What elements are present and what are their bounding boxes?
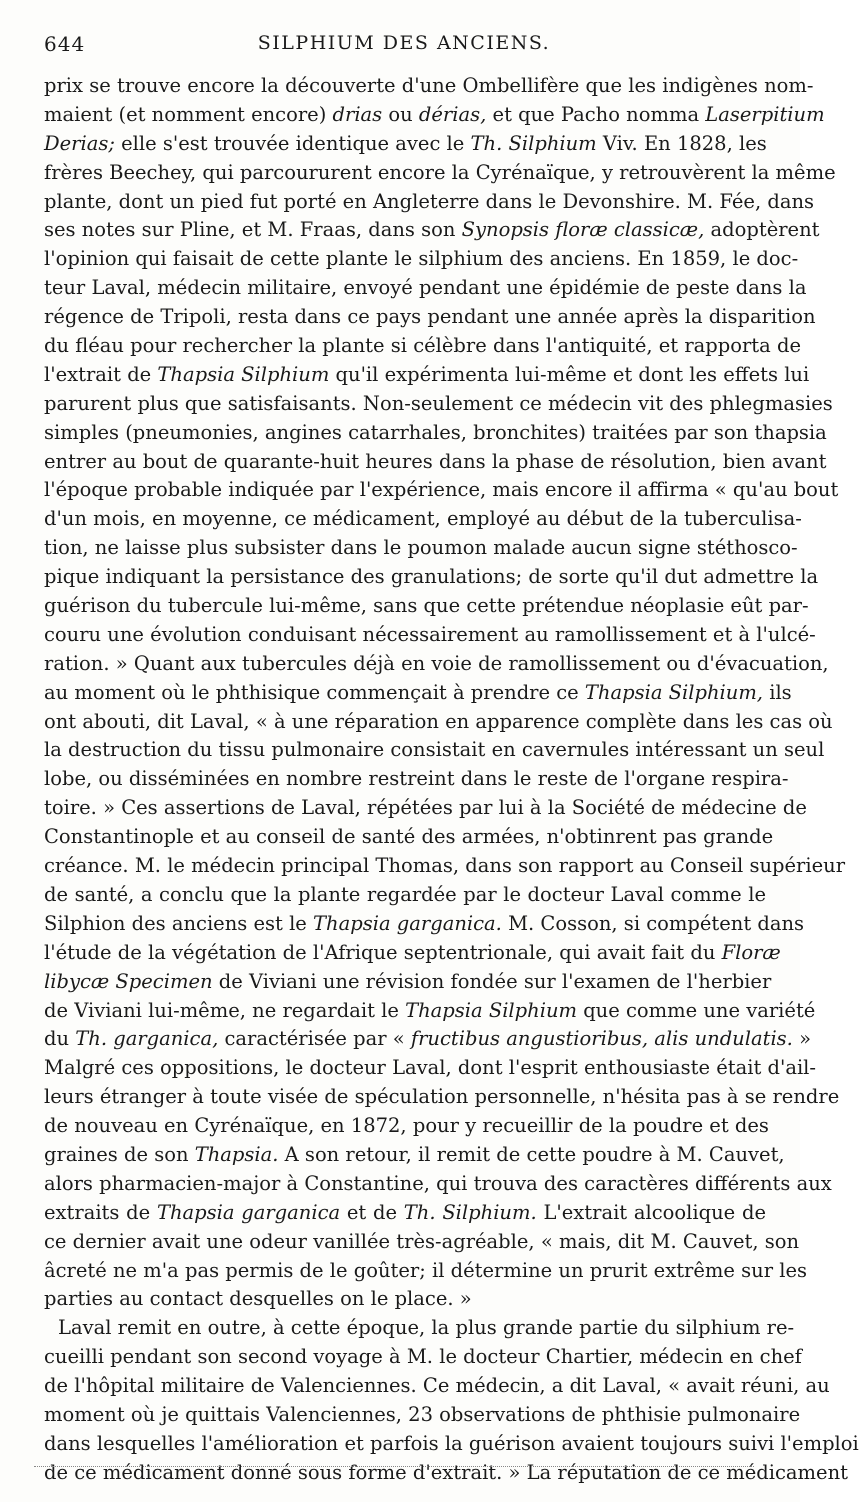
text-line bbox=[44, 736, 825, 765]
text-run: lobe, ou disséminées en nombre restreint dans le reste de l'organe respira- bbox=[44, 767, 789, 791]
italic-text: Thapsia Silphium, bbox=[584, 680, 764, 704]
text-run: graines de son bbox=[44, 1142, 195, 1166]
page-number: 644 bbox=[44, 32, 86, 56]
text-line bbox=[44, 1285, 766, 1314]
text-run: prix se trouve encore la découverte d'une Ombellifère que les indigènes nom- bbox=[44, 74, 814, 97]
text-run: l'opinion qui faisait de cette plante le silphium des anciens. En 1859, le doc- bbox=[44, 247, 799, 271]
footer-dotted-rule bbox=[34, 1466, 754, 1467]
text-run: L'extrait alcoolique de bbox=[536, 1200, 767, 1224]
text-run: A son retour, il remit de cette poudre à M. Cauvet, bbox=[278, 1142, 785, 1166]
text-line bbox=[44, 390, 833, 419]
text-line bbox=[44, 1343, 802, 1372]
text-run: entrer au bout de quarante-huit heures dans la phase de résolution, bien avant bbox=[44, 449, 827, 473]
text-line bbox=[44, 274, 807, 303]
text-run: Laval remit en outre, à cette époque, la plus grande partie du silphium re- bbox=[58, 1316, 795, 1340]
text-line bbox=[44, 910, 805, 939]
italic-text: Th. garganica, bbox=[75, 1027, 219, 1051]
text-run: teur Laval, médecin militaire, envoyé pendant une épidémie de peste dans la bbox=[44, 276, 807, 300]
text-run: parurent plus que satisfaisants. Non-seulement ce médecin vit des phlegmasies bbox=[44, 391, 833, 415]
text-line bbox=[44, 1314, 795, 1343]
text-run: d'un mois, en moyenne, ce médicament, employé au début de la tuberculisa- bbox=[44, 507, 802, 531]
text-run: et de bbox=[340, 1200, 404, 1224]
italic-text: dérias, bbox=[418, 102, 487, 126]
text-line bbox=[44, 303, 816, 332]
text-line bbox=[44, 823, 774, 852]
text-run: » bbox=[792, 1027, 812, 1051]
italic-text: Derias; bbox=[44, 131, 115, 155]
text-line bbox=[44, 1141, 785, 1170]
text-line bbox=[44, 1257, 808, 1286]
text-line bbox=[44, 1199, 766, 1228]
text-run: ration. » Quant aux tubercules déjà en voie de ramollissement ou d'évacuation, bbox=[44, 651, 829, 675]
text-run: simples (pneumonies, angines catarrhales, bronchites) traitées par son thapsia bbox=[44, 420, 827, 444]
text-line bbox=[44, 130, 766, 159]
text-run: pique indiquant la persistance des granulations; de sorte qu'il dut admettre la bbox=[44, 565, 819, 589]
text-line bbox=[44, 1054, 817, 1083]
text-line bbox=[44, 101, 825, 130]
italic-text: drias bbox=[332, 102, 383, 126]
text-run: ce dernier avait une odeur vanillée très-agréable, « mais, dit M. Cauvet, son bbox=[44, 1229, 800, 1253]
text-line bbox=[44, 419, 827, 448]
text-run: Viv. En 1828, les bbox=[596, 131, 767, 155]
italic-text: Synopsis floræ classicæ, bbox=[461, 218, 705, 242]
text-run: leurs étranger à toute visée de spéculation personnelle, n'hésita pas à se rendre bbox=[44, 1085, 840, 1109]
text-run: qu'il expérimenta lui-même et dont les effets lui bbox=[329, 362, 810, 386]
text-line bbox=[44, 534, 798, 563]
text-line bbox=[44, 621, 816, 650]
text-run: maient (et nomment encore) bbox=[44, 102, 333, 126]
text-line bbox=[44, 159, 836, 188]
text-run: la destruction du tissu pulmonaire consistait en cavernules intéressant un seul bbox=[44, 738, 825, 762]
text-run: ont abouti, dit Laval, « à une réparation en apparence complète dans les cas où bbox=[44, 709, 833, 733]
text-run: l'étude de la végétation de l'Afrique septentrionale, qui avait fait du bbox=[44, 940, 722, 964]
text-line bbox=[44, 1430, 859, 1459]
text-run: ou bbox=[382, 102, 419, 126]
text-run: du bbox=[44, 1027, 76, 1051]
text-line bbox=[44, 1459, 848, 1488]
body-text bbox=[44, 72, 859, 1488]
text-run: l'extrait de bbox=[44, 362, 158, 386]
text-run: frères Beechey, qui parcoururent encore la Cyrénaïque, y retrouvèrent la même bbox=[44, 160, 836, 184]
text-line bbox=[44, 708, 833, 737]
text-line bbox=[44, 1025, 812, 1054]
text-line bbox=[44, 1083, 840, 1112]
text-line bbox=[44, 968, 772, 997]
text-line bbox=[44, 72, 814, 101]
text-line bbox=[44, 650, 829, 679]
italic-text: Th. Silphium bbox=[470, 131, 597, 155]
text-line bbox=[44, 997, 816, 1026]
text-run: extraits de bbox=[44, 1200, 157, 1224]
text-line bbox=[44, 881, 766, 910]
text-run: du fléau pour rechercher la plante si célèbre dans l'antiquité, et rapporta de bbox=[44, 334, 801, 358]
italic-text: Thapsia garganica bbox=[156, 1200, 341, 1224]
text-run: moment où je quittais Valenciennes, 23 observations de phthisie pulmonaire bbox=[44, 1402, 801, 1426]
text-line bbox=[44, 765, 789, 794]
text-run: cueilli pendant son second voyage à M. le docteur Chartier, médecin en chef bbox=[44, 1345, 802, 1369]
text-run: Silphion des anciens est le bbox=[44, 911, 314, 935]
text-run: ses notes sur Pline, et M. Fraas, dans son bbox=[44, 218, 462, 242]
text-run: de nouveau en Cyrénaïque, en 1872, pour y recueillir de la poudre et des bbox=[44, 1114, 769, 1138]
page-header bbox=[44, 32, 764, 58]
text-line bbox=[44, 679, 792, 708]
text-run: dans lesquelles l'amélioration et parfois la guérison avaient toujours suivi l'emploi bbox=[44, 1431, 859, 1455]
text-run: de ce médicament donné sous forme d'extrait. » La réputation de ce médicament bbox=[44, 1460, 848, 1484]
italic-text: Floræ bbox=[721, 940, 781, 964]
text-line bbox=[44, 188, 815, 217]
italic-text: fructibus angustioribus, alis undulatis. bbox=[410, 1027, 793, 1051]
text-line bbox=[44, 505, 802, 534]
text-line bbox=[44, 1401, 801, 1430]
text-run: que comme une variété bbox=[577, 998, 816, 1022]
text-line bbox=[44, 563, 819, 592]
text-run: de Viviani lui-même, ne regardait le bbox=[44, 998, 406, 1022]
text-run: parties au contact desquelles on le place. » bbox=[44, 1287, 472, 1311]
text-run: ils bbox=[763, 680, 792, 704]
text-line bbox=[44, 1112, 769, 1141]
text-run: de Viviani une révision fondée sur l'examen de l'herbier bbox=[212, 969, 772, 993]
text-run: et que Pacho nomma bbox=[486, 102, 706, 126]
text-run: de santé, a conclu que la plante regardée par le docteur Laval comme le bbox=[44, 882, 766, 906]
running-head: SILPHIUM DES ANCIENS. bbox=[257, 32, 551, 54]
text-run: créance. M. le médecin principal Thomas, dans son rapport au Conseil supérieur bbox=[44, 854, 846, 878]
italic-text: Thapsia Silphium bbox=[405, 998, 577, 1022]
italic-text: Thapsia garganica. bbox=[313, 911, 502, 935]
text-line bbox=[44, 1170, 832, 1199]
text-line bbox=[44, 592, 809, 621]
italic-text: libycæ Specimen bbox=[44, 969, 213, 993]
text-line bbox=[44, 245, 799, 274]
text-line bbox=[44, 1228, 800, 1257]
text-run: alors pharmacien-major à Constantine, qui trouva des caractères différents aux bbox=[44, 1171, 832, 1195]
text-run: guérison du tubercule lui-même, sans que cette prétendue néoplasie eût par- bbox=[44, 594, 809, 618]
text-run: tion, ne laisse plus subsister dans le poumon malade aucun signe stéthosco- bbox=[44, 536, 798, 560]
text-run: Malgré ces oppositions, le docteur Laval, dont l'esprit enthousiaste était d'ail- bbox=[44, 1056, 817, 1080]
text-line bbox=[44, 476, 839, 505]
text-run: elle s'est trouvée identique avec le bbox=[114, 131, 471, 155]
text-line bbox=[44, 794, 807, 823]
text-run: plante, dont un pied fut porté en Angleterre dans le Devonshire. M. Fée, dans bbox=[44, 189, 815, 213]
italic-text: Thapsia Silphium bbox=[157, 362, 330, 386]
italic-text: Thapsia. bbox=[194, 1142, 279, 1166]
text-run: de l'hôpital militaire de Valenciennes. Ce médecin, a dit Laval, « avait réuni, au bbox=[44, 1374, 830, 1398]
text-run: âcreté ne m'a pas permis de le goûter; il détermine un prurit extrême sur les bbox=[44, 1258, 808, 1282]
text-line bbox=[44, 1372, 830, 1401]
text-line bbox=[44, 361, 810, 390]
text-line bbox=[44, 852, 846, 881]
italic-text: Laserpitium bbox=[705, 102, 825, 126]
text-run: adoptèrent bbox=[704, 218, 820, 242]
text-line bbox=[44, 448, 827, 477]
text-line bbox=[44, 216, 820, 245]
text-run: régence de Tripoli, resta dans ce pays pendant une année après la disparition bbox=[44, 305, 816, 329]
text-run: caractérisée par « bbox=[218, 1027, 411, 1051]
text-run: Constantinople et au conseil de santé des armées, n'obtinrent pas grande bbox=[44, 825, 774, 849]
text-line bbox=[44, 332, 801, 361]
text-run: toire. » Ces assertions de Laval, répétées par lui à la Société de médecine de bbox=[44, 796, 807, 820]
text-run: couru une évolution conduisant nécessairement au ramollissement et à l'ulcé- bbox=[44, 622, 816, 646]
text-line bbox=[44, 939, 781, 968]
text-run: M. Cosson, si compétent dans bbox=[501, 911, 805, 935]
text-run: l'époque probable indiquée par l'expérience, mais encore il affirma « qu'au bout bbox=[44, 478, 839, 502]
text-run: au moment où le phthisique commençait à prendre ce bbox=[44, 680, 585, 704]
italic-text: Th. Silphium. bbox=[403, 1200, 537, 1224]
